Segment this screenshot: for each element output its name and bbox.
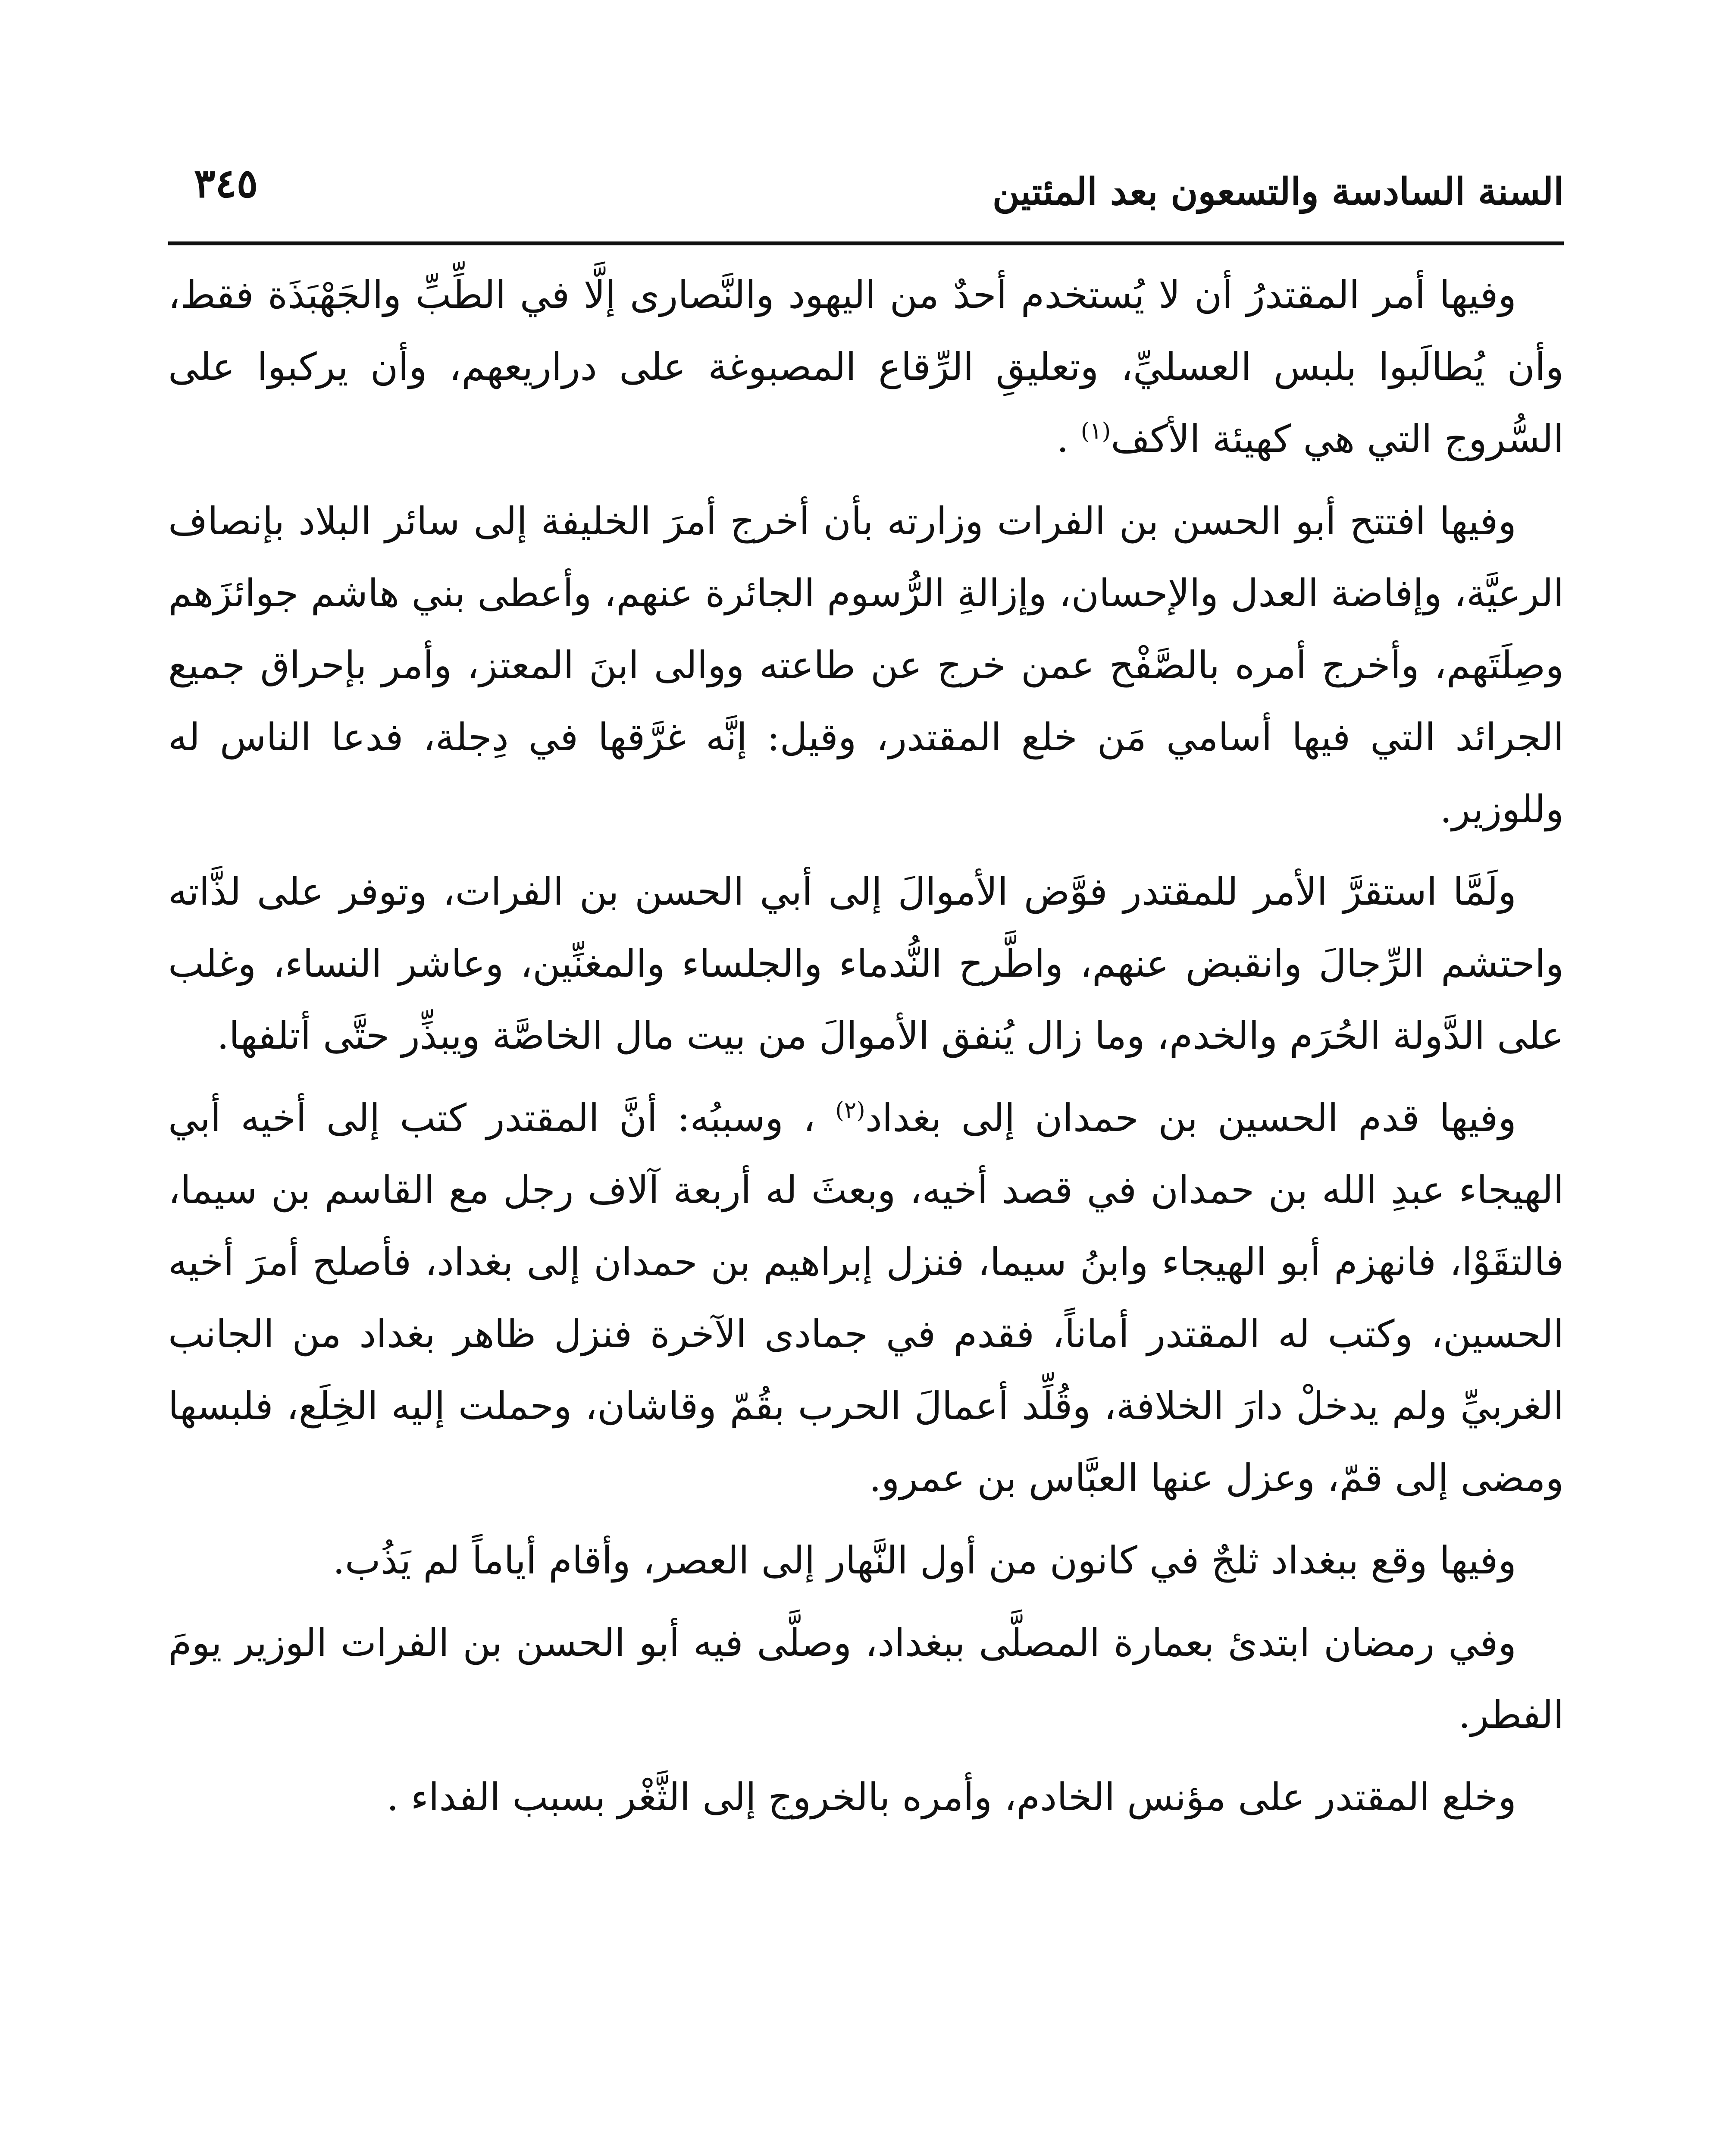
paragraph [168, 856, 1564, 1072]
paragraph-text: وفيها قدم الحسين بن حمدان إلى بغداد [865, 1096, 1516, 1140]
paragraph-text: ولَمَّا استقرَّ الأمر للمقتدر فوَّض الأموالَ إلى أبي الحسن بن الفرات، وتوفر على لذَّاته واحتشم الرِّجالَ وانقبض عنهم، واطَّرح النُّدماء والجلساء والمغنِّين، وعاشر النساء، وغلب على الدَّولة الحُرَم والخدم، وما زال يُنفق الأموالَ من بيت مال الخاصَّة ويبذِّر حتَّى أتلفها. [168, 869, 1564, 1058]
paragraph [168, 259, 1564, 475]
paragraph-text: ، وسببُه: أنَّ المقتدر كتب إلى أخيه أبي الهيجاء عبدِ الله بن حمدان في قصد أخيه، وبعثَ له أربعة آلاف رجل مع القاسم بن سيما، فالتقَوْا، فانهزم أبو الهيجاء وابنُ سيما، فنزل إبراهيم بن حمدان إلى بغداد، فأصلح أمرَ أخيه الحسين، وكتب له المقتدر أماناً، فقدم في جمادى الآخرة فنزل ظاهر بغداد من الجانب الغربيِّ ولم يدخلْ دارَ الخلافة، وقُلِّد أعمالَ الحرب بقُمّ وقاشان، وحملت إليه الخِلَع، فلبسها ومضى إلى قمّ، وعزل عنها العبَّاس بن عمرو. [168, 1096, 1564, 1500]
paragraph [168, 1524, 1564, 1596]
paragraph-text: وفيها افتتح أبو الحسن بن الفرات وزارته بأن أخرج أمرَ الخليفة إلى سائر البلاد بإنصاف الرعيَّة، وإفاضة العدل والإحسان، وإزالةِ الرُّسوم الجائرة عنهم، وأعطى بني هاشم جوائزَهم وصِلَتَهم، وأخرج أمره بالصَّفْح عمن خرج عن طاعته ووالى ابنَ المعتز، وأمر بإحراق جميع الجرائد التي فيها أسامي مَن خلع المقتدر، وقيل: إنَّه غرَّقها في دِجلة، فدعا الناس له وللوزير. [168, 499, 1564, 831]
paragraph [168, 485, 1564, 845]
paragraph [168, 1761, 1564, 1833]
paragraph-text: وفيها أمر المقتدرُ أن لا يُستخدم أحدٌ من اليهود والنَّصارى إلَّا في الطِّبِّ والجَهْبَذَة فقط، وأن يُطالَبوا بلبس العسليِّ، وتعليقِ الرِّقاع المصبوغة على دراريعهم، وأن يركبوا على السُّروج التي هي كهيئة الأكف [168, 273, 1564, 461]
paragraph [168, 1082, 1564, 1514]
running-header [168, 142, 1564, 220]
page-number: ٣٤٥ [194, 160, 258, 207]
paragraph-text: . [1056, 417, 1081, 461]
paragraph [168, 1607, 1564, 1751]
paragraph-text: وخلع المقتدر على مؤنس الخادم، وأمره بالخروج إلى الثَّغْر بسبب الفداء . [386, 1775, 1516, 1819]
footnote-marker: (٢) [835, 1097, 865, 1124]
footnote-marker: (١) [1080, 418, 1111, 445]
running-title: السنة السادسة والتسعون بعد المئتين [992, 170, 1564, 213]
header-rule [168, 241, 1564, 245]
paragraph-text: وفيها وقع ببغداد ثلجٌ في كانون من أول النَّهار إلى العصر، وأقام أياماً لم يَذُب. [332, 1538, 1516, 1583]
body-text [168, 259, 1564, 1843]
paragraph-text: وفي رمضان ابتدئ بعمارة المصلَّى ببغداد، وصلَّى فيه أبو الحسن بن الفرات الوزير يومَ الفطر. [168, 1620, 1564, 1737]
